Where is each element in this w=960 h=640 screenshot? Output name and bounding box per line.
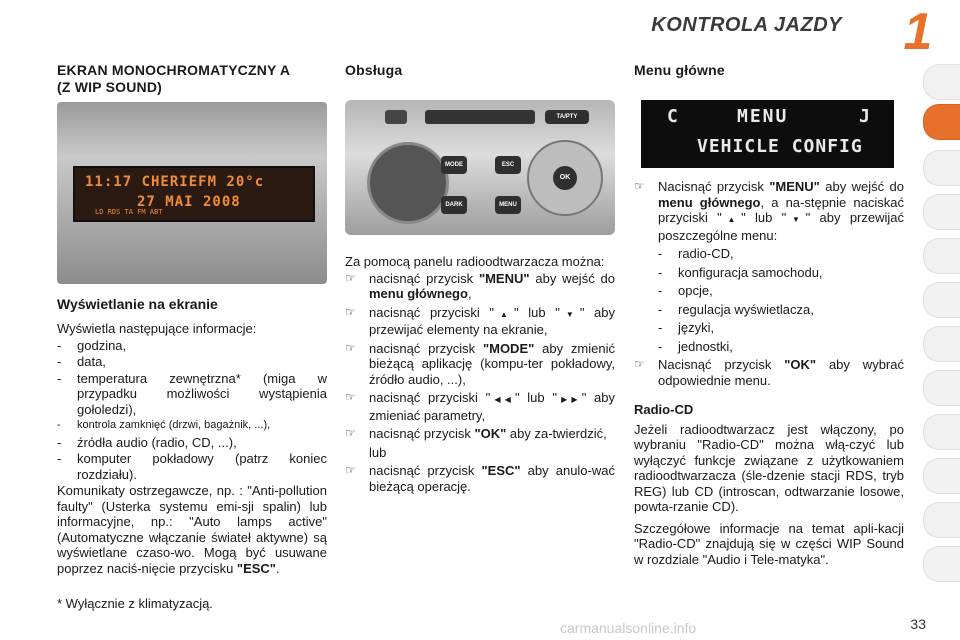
esc-button: ESC xyxy=(495,156,521,174)
pointing-hand-icon: ☞ xyxy=(634,179,645,193)
menu-list-item: - jednostki, xyxy=(658,338,733,354)
list-item: ☞ nacisnąć przyciski "◀◀" lub "▶▶" aby zmieniać parametry, xyxy=(345,390,616,423)
navigation-pad xyxy=(527,140,603,216)
lcd-vehicle-config: VEHICLE CONFIG xyxy=(697,136,863,157)
column-controls xyxy=(345,62,615,79)
eject-button xyxy=(385,110,407,124)
footnote: * Wyłącznie z klimatyzacją. xyxy=(57,596,213,611)
dark-button: DARK xyxy=(441,196,467,214)
page-number: 33 xyxy=(910,616,926,632)
section-title-line2: (Z WIP SOUND) xyxy=(57,79,163,95)
chapter-tab[interactable] xyxy=(923,414,960,450)
watermark: carmanualsonline.info xyxy=(560,620,697,636)
list-item: ☞ nacisnąć przycisk "ESC" aby anulo-wać bieżącą operację. xyxy=(345,463,615,494)
chapter-tab[interactable] xyxy=(923,194,960,230)
chapter-tab[interactable] xyxy=(923,546,960,582)
radio-panel-photo xyxy=(345,100,615,235)
arrow-left-icon: ◀◀ xyxy=(490,395,515,404)
column-display xyxy=(57,62,327,96)
warning-paragraph: Komunikaty ostrzegawcze, np. : "Anti-pollution faulty" (Usterka systemu emi-sji spalin) lub informacyjne, np.: "Auto lamps active" (Automatyczne włączanie świateł aktywne) są wyświetlane czaso-wo. Mogą być usuwane poprzez naciś-nięcie przycisku "ESC". xyxy=(57,483,327,576)
section-title-line1: EKRAN MONOCHROMATYCZNY A xyxy=(57,62,291,78)
list-item: - temperatura zewnętrzna* (miga w przypadku możliwości wystąpienia gołoledzi), xyxy=(57,370,327,417)
chapter-tab[interactable] xyxy=(923,502,960,538)
cd-slot xyxy=(425,110,535,124)
pointing-hand-icon: ☞ xyxy=(345,463,356,477)
chapter-tab[interactable] xyxy=(923,326,960,362)
chapter-tab[interactable] xyxy=(923,282,960,318)
header-band xyxy=(0,0,960,61)
intro-text: Wyświetla następujące informacje: xyxy=(57,321,257,336)
chapter-tab[interactable] xyxy=(923,238,960,274)
chapter-tab[interactable] xyxy=(923,370,960,406)
pointing-hand-icon: ☞ xyxy=(345,270,356,285)
list-item: ☞ nacisnąć przyciski "▲" lub "▼" aby przewijać elementy na ekranie, xyxy=(345,304,616,337)
radio-cd-paragraph: Jeżeli radioodtwarzacz jest włączony, po wybraniu "Radio-CD" można włą-czyć lub wyłączyć funkcje związane z użytkowaniem radioodtwarzacza (śle-dzenie stacji RDS, tryb REG) lub CD (introscan, odtwarzanie losowe, powta-rzanie CD). xyxy=(634,421,904,514)
arrow-down-icon: ▼ xyxy=(786,215,806,224)
mode-button: MODE xyxy=(441,156,467,174)
lcd-left-bracket: C xyxy=(667,106,678,127)
list-item: - data, xyxy=(57,354,106,369)
section-title xyxy=(57,62,327,96)
lcd-row-1: 11:17 CHERIEFM 20°c xyxy=(85,174,265,190)
chapter-tabs xyxy=(924,64,960,584)
list-item: ☞ nacisnąć przycisk "MENU" aby wejść do menu głównego, xyxy=(345,270,615,301)
lcd-menu-label: MENU xyxy=(737,106,789,127)
list-item: - kontrola zamknięć (drzwi, bagażnik, ...), xyxy=(57,419,271,431)
lcd-right-bracket: J xyxy=(859,106,870,127)
intro-text: Za pomocą panelu radioodtwarzacza można: xyxy=(345,254,605,269)
arrow-down-icon: ▼ xyxy=(559,309,580,319)
list-item: - godzina, xyxy=(57,337,127,353)
chapter-tab-active[interactable] xyxy=(923,104,960,140)
pointing-hand-icon: ☞ xyxy=(345,304,356,319)
list-item: - źródła audio (radio, CD, ...), xyxy=(57,434,237,450)
menu-button: MENU xyxy=(495,196,521,214)
menu-list-item: - opcje, xyxy=(658,283,713,298)
chapter-title: KONTROLA JAZDY xyxy=(651,14,842,36)
chapter-number: 1 xyxy=(903,3,933,61)
monochrome-display-photo xyxy=(57,102,327,284)
pointing-hand-icon: ☞ xyxy=(345,390,356,404)
arrow-up-icon: ▲ xyxy=(721,215,742,224)
list-item: ☞ Nacisnąć przycisk "OK" aby wybrać odpowiednie menu. xyxy=(634,357,904,388)
arrow-right-icon: ▶▶ xyxy=(557,395,582,404)
column-display-text xyxy=(57,296,327,612)
radio-cd-paragraph-2: Szczegółowe informacje na temat apli-kacji "Radio-CD" znajdują się w części WIP Sound w rozdziale "Audio i Tele-matyka". xyxy=(634,520,904,567)
column-main-menu-text xyxy=(634,178,904,567)
pointing-hand-icon: ☞ xyxy=(345,340,356,355)
menu-display-photo xyxy=(641,100,894,168)
menu-list-item: - regulacja wyświetlacza, xyxy=(658,301,814,317)
pointing-hand-icon: ☞ xyxy=(634,357,645,371)
chapter-tab[interactable] xyxy=(923,458,960,494)
lcd-row-2: 27 MAI 2008 xyxy=(137,194,241,210)
list-item: ☞ Nacisnąć przycisk "MENU" aby wejść do menu głównego, a na-stępnie naciskać przyciski "▲" lub "▼" aby przewijać poszczególne menu: xyxy=(634,179,905,243)
arrow-up-icon: ▲ xyxy=(494,309,514,319)
section-title: Menu główne xyxy=(634,62,725,78)
ok-button: OK xyxy=(553,166,577,190)
or-text: lub xyxy=(369,444,387,460)
chapter-tab[interactable] xyxy=(923,150,960,186)
column-main-menu xyxy=(634,62,904,79)
chapter-tab[interactable] xyxy=(923,64,960,100)
menu-list-item: - konfiguracja samochodu, xyxy=(658,264,823,280)
list-item: ☞ nacisnąć przycisk "MODE" aby zmienić bieżącą aplikację (kompu-ter pokładowy, źródło audio, ...), xyxy=(345,340,615,387)
column-controls-text xyxy=(345,254,615,497)
list-item: ☞ nacisnąć przycisk "OK" aby za-twierdzić, xyxy=(345,426,607,441)
pointing-hand-icon: ☞ xyxy=(345,426,356,440)
menu-list-item: - języki, xyxy=(658,320,715,335)
ta-pty-button: TA/PTY xyxy=(545,110,589,124)
volume-knob xyxy=(367,142,449,224)
lcd-row-3: LD RDS TA FM ABT xyxy=(95,208,163,216)
section-title: Obsługa xyxy=(345,62,403,78)
menu-list-item: - radio-CD, xyxy=(658,246,734,261)
display-lcd xyxy=(73,166,315,222)
list-item: - komputer pokładowy (patrz koniec rozdziału). xyxy=(57,451,327,482)
radio-cd-title: Radio-CD xyxy=(634,402,694,417)
subsection-title: Wyświetlanie na ekranie xyxy=(57,296,218,312)
